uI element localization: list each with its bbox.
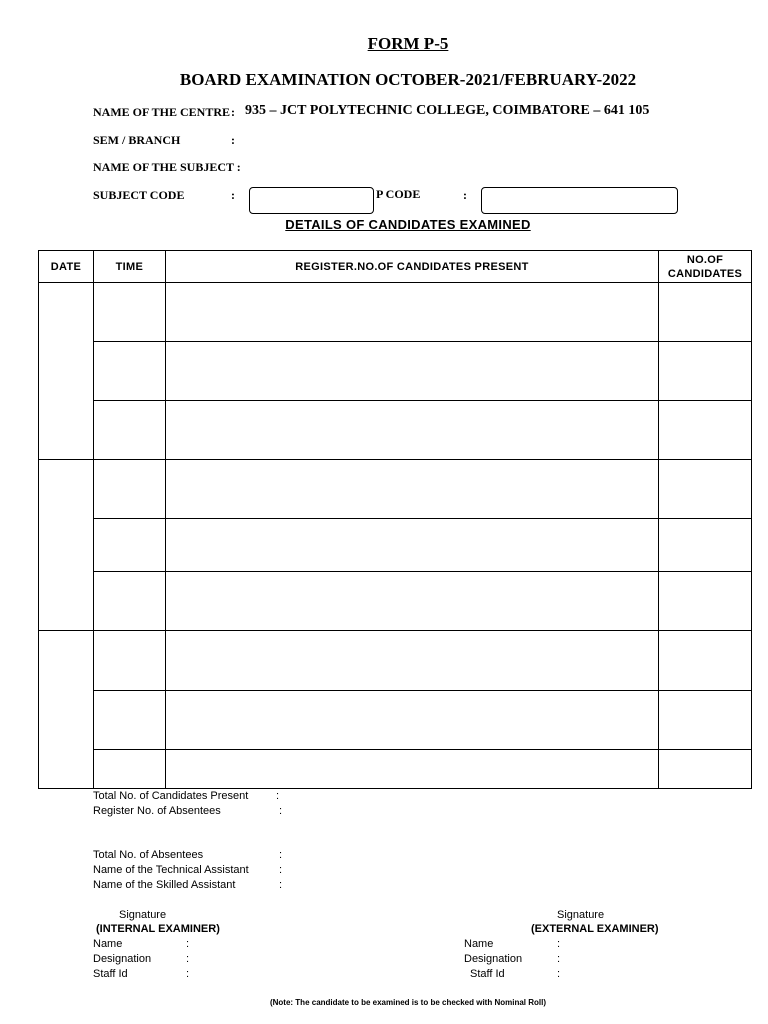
count-cell[interactable] <box>659 690 752 749</box>
time-header: TIME <box>93 251 165 283</box>
total-present-label: Total No. of Candidates Present <box>93 790 249 802</box>
register-cell[interactable] <box>165 571 658 630</box>
external-designation-colon: : <box>557 953 561 965</box>
table-row <box>39 401 752 460</box>
exam-title: BOARD EXAMINATION OCTOBER-2021/FEBRUARY-2022 <box>179 70 637 89</box>
time-cell[interactable] <box>93 690 165 749</box>
internal-signature-label: Signature <box>119 909 167 921</box>
register-cell[interactable] <box>165 519 658 571</box>
count-cell[interactable] <box>659 460 752 519</box>
time-cell[interactable] <box>93 283 165 342</box>
skilled-assistant-label: Name of the Skilled Assistant <box>93 879 236 891</box>
register-cell[interactable] <box>165 630 658 690</box>
register-cell[interactable] <box>165 342 658 401</box>
external-signature-label: Signature <box>557 909 605 921</box>
count-cell[interactable] <box>659 283 752 342</box>
table-row <box>39 283 752 342</box>
count-cell[interactable] <box>659 571 752 630</box>
no-of-line2: CANDIDATES <box>667 267 743 280</box>
time-cell[interactable] <box>93 401 165 460</box>
no-of-candidates-header <box>659 251 752 283</box>
internal-designation-colon: : <box>186 953 190 965</box>
candidates-table <box>38 250 752 789</box>
time-cell[interactable] <box>93 571 165 630</box>
subject-code-label: SUBJECT CODE <box>93 188 185 202</box>
table-row <box>39 342 752 401</box>
skilled-assistant-colon: : <box>279 879 283 891</box>
technical-assistant-label: Name of the Technical Assistant <box>93 864 249 876</box>
count-cell[interactable] <box>659 401 752 460</box>
date-header: DATE <box>39 251 94 283</box>
date-cell[interactable] <box>39 460 94 630</box>
internal-staff-id-colon: : <box>186 968 190 980</box>
no-of-line1: NO.OF <box>686 253 724 266</box>
count-cell[interactable] <box>659 342 752 401</box>
subject-label: NAME OF THE SUBJECT : <box>93 160 241 174</box>
details-title: DETAILS OF CANDIDATES EXAMINED <box>285 217 531 232</box>
external-examiner-title: (EXTERNAL EXAMINER) <box>531 923 659 935</box>
register-cell[interactable] <box>165 690 658 749</box>
register-absentees-label: Register No. of Absentees <box>93 805 221 817</box>
subject-code-colon: : <box>231 188 235 202</box>
table-row <box>39 690 752 749</box>
sem-branch-colon: : <box>231 133 235 147</box>
register-cell[interactable] <box>165 401 658 460</box>
count-cell[interactable] <box>659 630 752 690</box>
count-cell[interactable] <box>659 749 752 788</box>
table-row <box>39 460 752 519</box>
register-header: REGISTER.NO.OF CANDIDATES PRESENT <box>165 251 658 283</box>
p-code-box[interactable] <box>481 187 678 214</box>
time-cell[interactable] <box>93 749 165 788</box>
internal-designation-label: Designation <box>93 953 152 965</box>
internal-staff-id-label: Staff Id <box>93 968 128 980</box>
external-designation-label: Designation <box>464 953 523 965</box>
p-code-colon: : <box>463 188 467 202</box>
total-absentees-label: Total No. of Absentees <box>93 849 204 861</box>
external-staff-id-colon: : <box>557 968 561 980</box>
subject-code-box[interactable] <box>249 187 374 214</box>
centre-colon: : <box>231 105 235 119</box>
time-cell[interactable] <box>93 342 165 401</box>
register-absentees-colon: : <box>279 805 283 817</box>
table-row <box>39 519 752 571</box>
external-staff-id-label: Staff Id <box>470 968 505 980</box>
date-cell[interactable] <box>39 283 94 460</box>
table-header-row <box>39 251 752 283</box>
external-name-label: Name <box>464 938 494 950</box>
table-row <box>39 630 752 690</box>
time-cell[interactable] <box>93 519 165 571</box>
total-present-colon: : <box>276 790 280 802</box>
register-cell[interactable] <box>165 460 658 519</box>
internal-name-colon: : <box>186 938 190 950</box>
sem-branch-label: SEM / BRANCH <box>93 133 181 147</box>
count-cell[interactable] <box>659 519 752 571</box>
time-cell[interactable] <box>93 460 165 519</box>
p-code-label: P CODE <box>376 187 421 201</box>
time-cell[interactable] <box>93 630 165 690</box>
footer-note: (Note: The candidate to be examined is to be checked with Nominal Roll) <box>269 998 547 1007</box>
centre-label: NAME OF THE CENTRE <box>93 105 231 119</box>
internal-examiner-title: (INTERNAL EXAMINER) <box>96 923 220 935</box>
external-name-colon: : <box>557 938 561 950</box>
internal-name-label: Name <box>93 938 123 950</box>
total-absentees-colon: : <box>279 849 283 861</box>
register-cell[interactable] <box>165 283 658 342</box>
table-row <box>39 749 752 788</box>
date-cell[interactable] <box>39 630 94 788</box>
register-cell[interactable] <box>165 749 658 788</box>
table-row <box>39 571 752 630</box>
form-title: FORM P-5 <box>367 34 449 53</box>
technical-assistant-colon: : <box>279 864 283 876</box>
centre-value: 935 – JCT POLYTECHNIC COLLEGE, COIMBATORE – 641 105 <box>245 103 650 118</box>
